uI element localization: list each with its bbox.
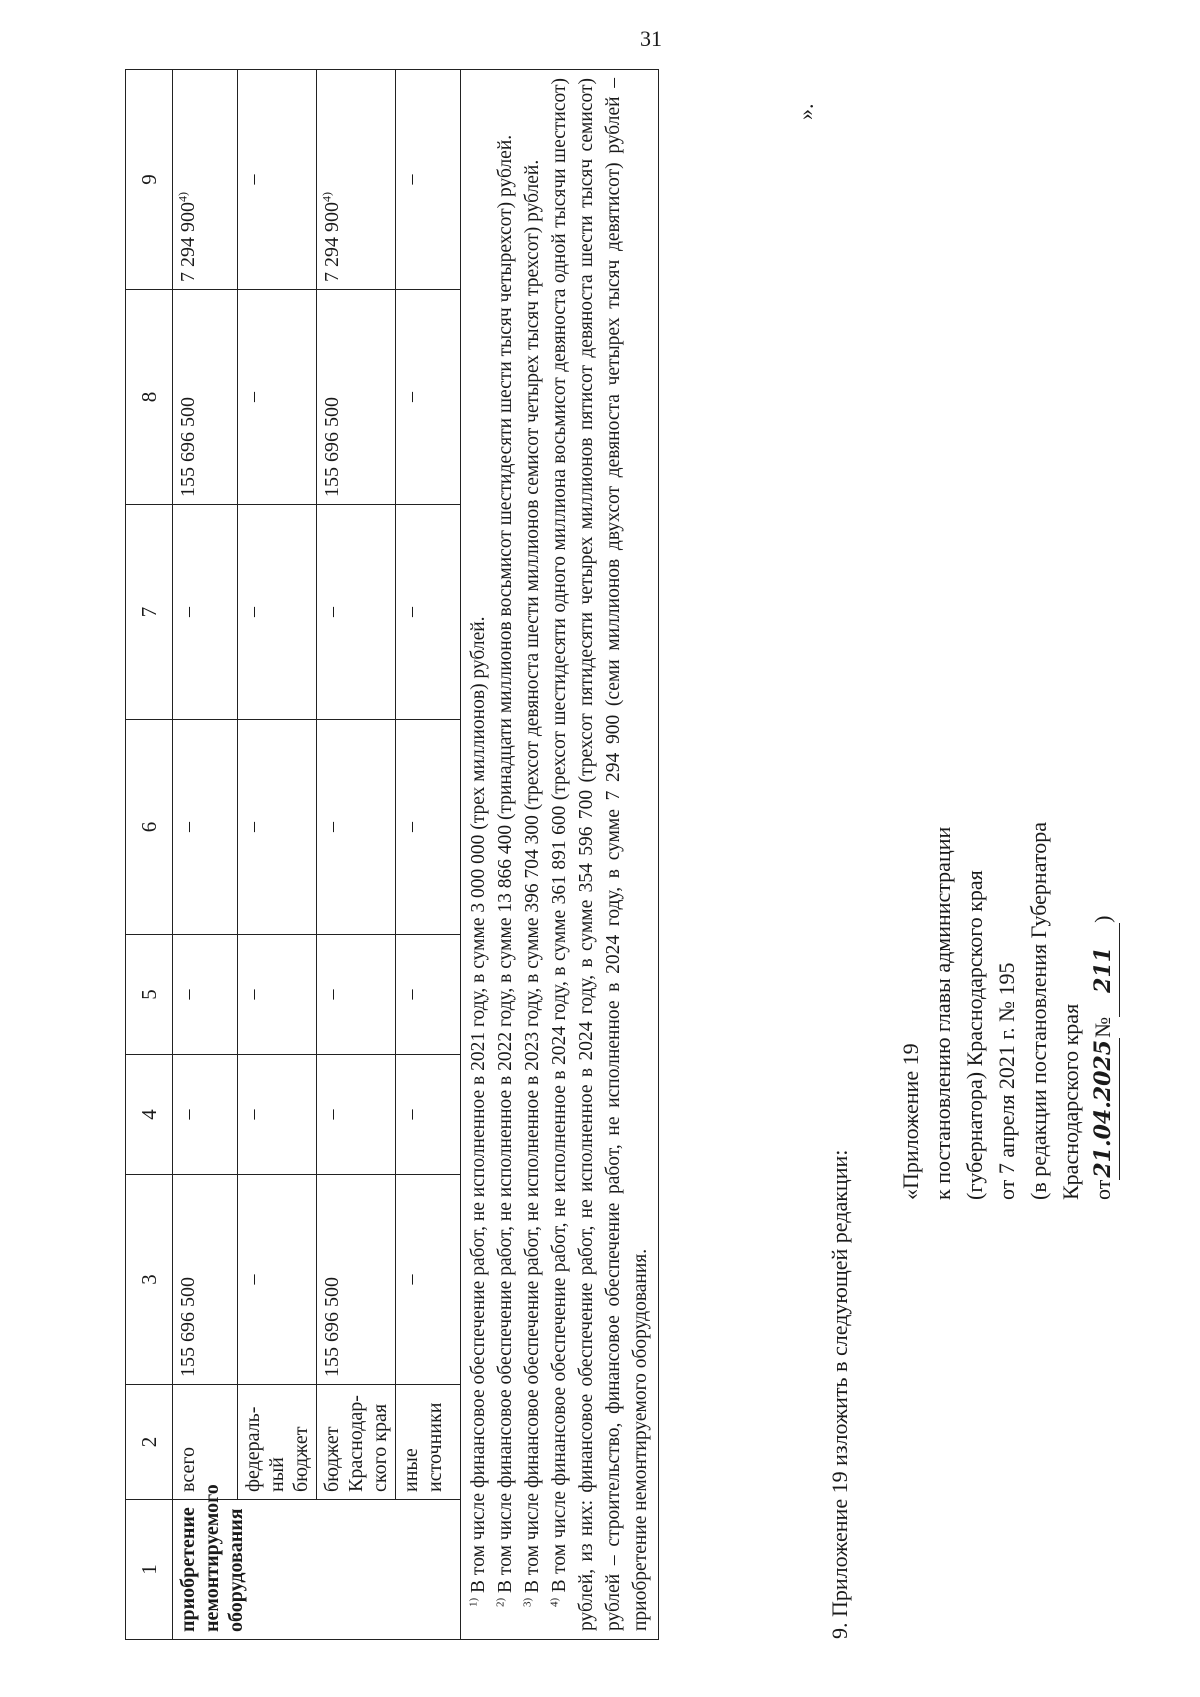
value-cell: – [173,935,238,1055]
value-text: 7 294 900 [321,202,343,282]
value-cell: – [396,935,461,1055]
table-row-regional [317,70,396,1640]
source-cell: бюджет Краснодар-ского края [317,1385,396,1500]
value-cell: – [238,1055,317,1175]
footnote-2 [492,78,519,1631]
table-row-federal [238,70,317,1640]
value-cell: – [238,505,317,720]
number-prefix: № [1090,1016,1115,1038]
budget-table [125,69,659,1640]
rotated-landscape-content [125,40,1200,1640]
value-cell: 155 696 500 [317,290,396,505]
header-cell: 8 [126,290,173,505]
value-cell: – [317,720,396,935]
value-cell: – [173,720,238,935]
value-cell: 155 696 500 [173,290,238,505]
value-cell: – [173,505,238,720]
handwritten-date: 21.04.2025 [1087,1038,1120,1180]
value-text: – [242,174,264,185]
footnote-ref: 4) [175,192,190,202]
item-title-cell: приобретение немонтируемого оборудования [173,1500,461,1640]
value-cell [317,70,396,290]
value-cell [396,70,461,290]
footnotes-cell [461,70,659,1640]
value-cell: – [396,505,461,720]
page-number: 31 [640,26,662,51]
value-text: – [400,174,422,185]
footnote-4 [546,78,654,1631]
value-cell: – [396,1175,461,1385]
appendix-line: от 7 апреля 2021 г. № 195 [994,962,1019,1200]
footnote-text: В том числе финансовое обеспечение работ, не исполненное в 2023 году, в сумме 396 704 300 (трехсот девяноста шести миллионов семисот четырех тысяч трехсот) рублей. [522,159,543,1593]
table-row-other [396,70,461,1640]
header-cell: 7 [126,505,173,720]
header-cell: 2 [126,1385,173,1500]
footnote-mark: 4) [548,1597,561,1607]
value-cell: – [317,1055,396,1175]
value-cell: – [317,935,396,1055]
value-text: 7 294 900 [177,202,199,282]
source-cell: федераль-ный бюджет [238,1385,317,1500]
footnotes-row [461,70,659,1640]
footnote-1 [465,78,492,1631]
footnote-mark: 2) [494,1597,507,1607]
value-cell: – [238,1175,317,1385]
header-cell: 9 [126,70,173,290]
source-cell: всего [173,1385,238,1500]
footnote-mark: 3) [521,1597,534,1607]
footnote-mark: 1) [467,1597,480,1607]
header-cell: 3 [126,1175,173,1385]
value-cell: – [238,290,317,505]
value-cell: 155 696 500 [317,1175,396,1385]
header-cell: 5 [126,935,173,1055]
header-cell: 1 [126,1500,173,1640]
value-cell: – [396,720,461,935]
header-cell: 4 [126,1055,173,1175]
footnote-text: В том числе финансовое обеспечение работ, не исполненное в 2022 году, в сумме 13 866 400 (тринадцати миллионов восьмисот шестидесяти шести тысяч четырехсот) рублей. [495,134,516,1593]
footnote-ref: 4) [319,192,334,202]
value-cell: – [238,935,317,1055]
value-cell: – [396,290,461,505]
from-prefix: от [1090,1179,1115,1200]
header-cell: 6 [126,720,173,935]
value-cell: 155 696 500 [173,1175,238,1385]
value-cell [238,70,317,290]
appendix-line: (губернатора) Краснодарского края [962,870,987,1200]
item-9-paragraph: 9. Приложение 19 изложить в следующей редакции: [827,1149,852,1639]
appendix-date-line [1087,822,1120,1200]
footnote-text: В том числе финансовое обеспечение работ, не исполненное в 2021 году, в сумме 3 000 000 (трех миллионов) рублей. [468,616,489,1593]
value-cell [173,70,238,290]
closing-paren: ) [1090,915,1115,923]
appendix-line: Краснодарского края [1058,1003,1083,1200]
handwritten-number: 211 [1087,923,1120,1017]
footnote-3 [519,78,546,1631]
value-cell: – [238,720,317,935]
table-header-row [126,70,173,1640]
appendix-line: «Приложение 19 [898,1043,923,1200]
value-cell: – [396,1055,461,1175]
closing-quote: ». [793,103,818,120]
appendix-heading-block [895,822,1120,1200]
appendix-line: (в редакции постановления Губернатора [1026,822,1051,1200]
table-row-total [173,70,238,1640]
value-cell: – [173,1055,238,1175]
footnote-text: В том числе финансовое обеспечение работ, не исполненное в 2024 году, в сумме 361 891 600 (трехсот шестидесяти одного миллиона восьмисот девяноста одной тысячи шестисот) рублей, из них: финансовое обеспечение работ, не исполненное в 2024 году, в сумме 354 596 700 (трехсот пятидесяти четырех миллионов пятисот девяноста шести тысяч семисот) рублей – строительство, финансовое обеспечение работ, не исполненное в 2024 году, в сумме 7 294 900 (семи миллионов двухсот девяноста четырех тысяч девятисот) рублей – приобретение немонтируемого оборудования. [549,78,651,1631]
source-cell: иные источники [396,1385,461,1500]
value-cell: – [317,505,396,720]
appendix-line: к постановлению главы администрации [930,826,955,1200]
